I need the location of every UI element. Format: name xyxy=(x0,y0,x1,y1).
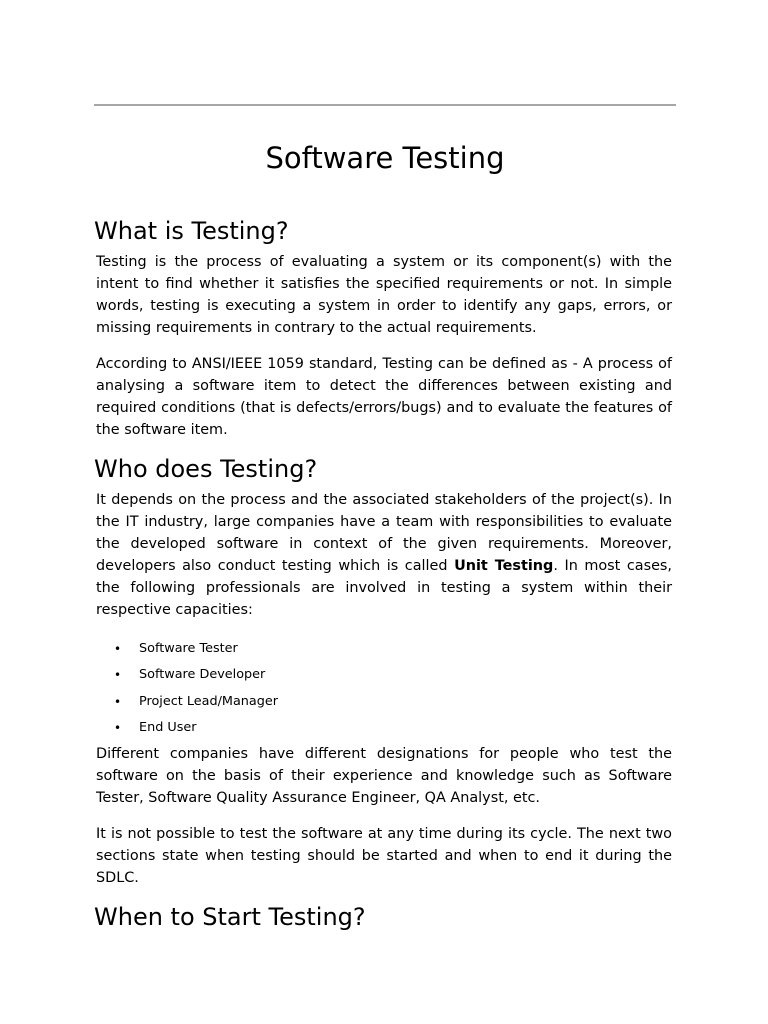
header-rule xyxy=(94,104,676,106)
bullet-icon: • xyxy=(114,720,122,735)
list-item xyxy=(114,662,278,688)
bullet-icon: • xyxy=(114,642,122,656)
bullet-icon: • xyxy=(114,668,122,683)
paragraph-ansi-definition: According to ANSI/IEEE 1059 standard, Testing can be defined as - A process of analysing a software item to detect the differences between existing and required conditions (that is defects/errors/bugs) and to evaluate the features of the software item. xyxy=(96,356,672,438)
paragraph-who-does-testing xyxy=(96,489,672,621)
bullet-icon: • xyxy=(114,694,122,709)
intro-text-end: . In most cases, the following professionals are involved in testing a system within their respective capacities: xyxy=(96,558,673,618)
list-item-label: End User xyxy=(139,719,197,735)
document-title: Software Testing xyxy=(265,141,505,175)
list-item xyxy=(114,689,278,715)
professionals-list xyxy=(114,636,278,741)
intro-text: It depends on the process and the associated stakeholders of the project(s). In the IT industry, large companies have a team with responsibilities to evaluate the developed software in context of the given requirements. Moreover, developers also conduct testing which is called xyxy=(96,492,672,574)
unit-testing-term: Unit Testing xyxy=(454,558,554,574)
heading-when-to-start-testing: When to Start Testing? xyxy=(94,903,366,931)
paragraph-sdlc: It is not possible to test the software at any time during its cycle. The next two sections state when testing should be started and when to end it during the SDLC. xyxy=(96,826,672,886)
list-item-label: Project Lead/Manager xyxy=(139,693,278,709)
list-item-label: Software Tester xyxy=(139,641,238,656)
list-item xyxy=(114,715,278,741)
paragraph-testing-definition: Testing is the process of evaluating a system or its component(s) with the intent to find whether it satisfies the specified requirements or not. In simple words, testing is executing a system in order to identify any gaps, errors, or missing requirements in contrary to the actual requirements. xyxy=(96,254,672,336)
heading-who-does-testing: Who does Testing? xyxy=(94,455,318,483)
list-item xyxy=(114,636,278,662)
list-item-label: Software Developer xyxy=(139,667,266,683)
paragraph-designations: Different companies have different designations for people who test the software on the basis of their experience and knowledge such as Software Tester, Software Quality Assurance Engineer, QA Analyst, etc. xyxy=(96,746,672,806)
heading-what-is-testing: What is Testing? xyxy=(94,217,289,245)
